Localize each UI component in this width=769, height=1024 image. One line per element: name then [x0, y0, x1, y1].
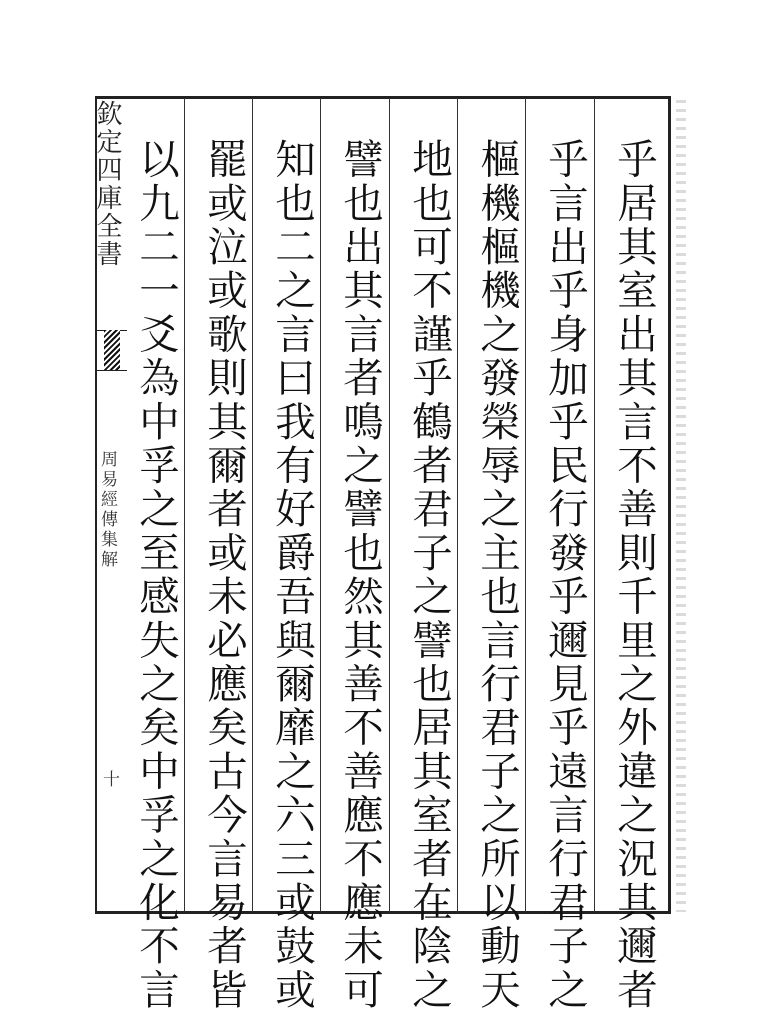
page-number: 十	[99, 770, 119, 787]
text-column-2: 乎言出乎身加乎民行發乎邇見乎遠言行君子之	[541, 138, 589, 1012]
book-title: 周易經傳集解	[97, 450, 117, 570]
text-column-3: 樞機樞機之發榮辱之主也言行君子之所以動天	[473, 138, 521, 1012]
fishtail-rule	[97, 370, 127, 371]
column-rule	[184, 98, 185, 912]
fishtail-mark	[104, 330, 120, 370]
page-edge-texture	[676, 100, 686, 912]
column-rule	[594, 98, 595, 912]
column-rule	[320, 98, 321, 912]
column-rule	[457, 98, 458, 912]
column-rule	[525, 98, 526, 912]
collection-title: 欽定四庫全書	[92, 100, 122, 268]
column-rule	[389, 98, 390, 912]
text-column-4: 地也可不謹乎鶴者君子之譬也居其室者在陰之	[405, 138, 453, 1012]
text-column-7: 罷或泣或歌則其爾者或未必應矣古今言易者皆	[200, 138, 248, 1012]
text-column-5: 譬也出其言者鳴之譬也然其善不善應不應未可	[336, 138, 384, 1012]
column-rule	[252, 98, 253, 912]
text-column-1: 乎居其室出其言不善則千里之外違之況其邇者	[610, 138, 658, 1012]
text-column-8: 以九二一爻為中孚之至感失之矣中孚之化不言	[132, 138, 180, 1012]
text-column-6: 知也二之言曰我有好爵吾與爾靡之六三或鼓或	[268, 138, 316, 1012]
